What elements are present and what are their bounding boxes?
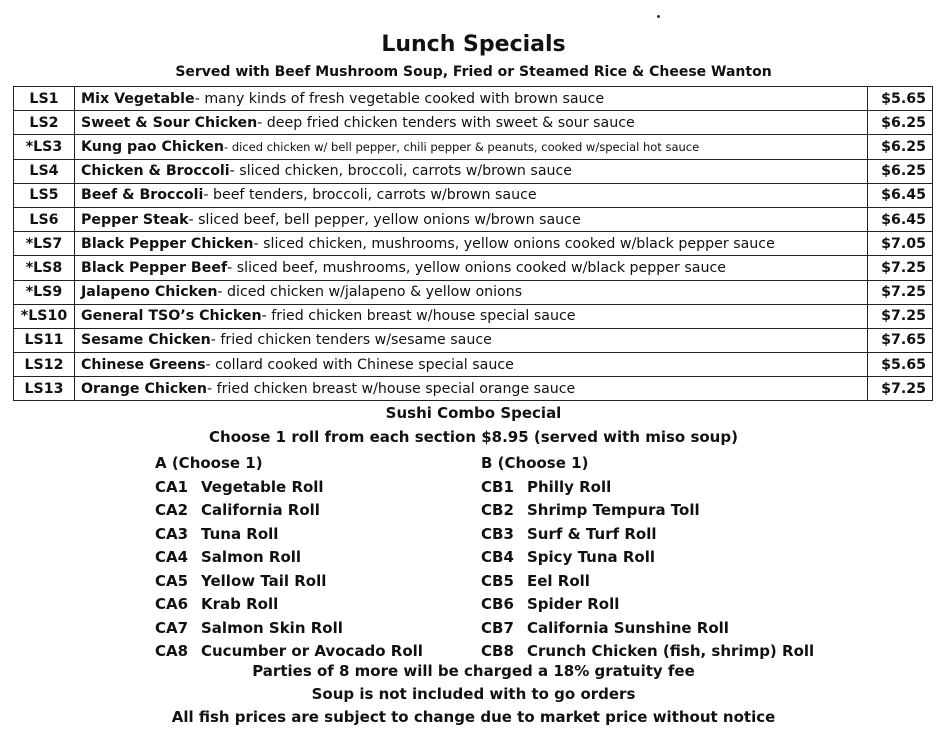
sushi-roll-item	[155, 500, 423, 524]
section-a-heading: A (Choose 1)	[155, 454, 263, 472]
roll-name: California Roll	[201, 501, 320, 519]
item-description-cell	[75, 304, 868, 328]
item-name: Black Pepper Chicken	[81, 235, 254, 252]
item-name: Mix Vegetable	[81, 90, 195, 107]
item-description: - sliced chicken, mushrooms, yellow onions cooked w/black pepper sauce	[253, 235, 775, 252]
sushi-roll-item	[481, 500, 814, 524]
item-description: - sliced beef, mushrooms, yellow onions cooked w/black pepper sauce	[227, 259, 726, 276]
gratuity-note: Parties of 8 more will be charged a 18% gratuity fee	[252, 662, 695, 680]
menu-row	[14, 377, 933, 401]
roll-code: CB7	[481, 618, 514, 637]
roll-name: Salmon Skin Roll	[201, 618, 343, 637]
roll-code: CA3	[155, 524, 189, 543]
menu-row	[14, 232, 933, 256]
sushi-roll-item	[155, 641, 423, 665]
menu-row	[14, 183, 933, 207]
item-description-cell	[75, 111, 868, 135]
item-code: *LS3	[14, 135, 75, 159]
item-code: LS12	[14, 353, 75, 377]
section-b-heading: B (Choose 1)	[481, 454, 589, 472]
sushi-roll-item	[481, 594, 814, 618]
item-description: - fried chicken breast w/house special orange sauce	[207, 380, 576, 397]
roll-code: CA8	[155, 642, 189, 660]
item-price: $7.05	[868, 232, 933, 256]
item-price: $6.45	[868, 207, 933, 231]
item-code: LS2	[14, 111, 75, 135]
roll-code: CB4	[481, 548, 514, 566]
item-description-cell	[75, 256, 868, 280]
item-name: General TSO’s Chicken	[81, 308, 262, 325]
sushi-roll-item	[481, 618, 814, 642]
item-description: - sliced chicken, broccoli, carrots w/brown sauce	[229, 163, 573, 180]
item-description: - beef tenders, broccoli, carrots w/brown sauce	[203, 187, 537, 204]
sushi-roll-item	[481, 524, 814, 548]
sushi-roll-item	[155, 618, 423, 642]
item-description: - diced chicken w/jalapeno & yellow onions	[217, 284, 523, 301]
item-code: LS4	[14, 159, 75, 183]
sushi-instructions: Choose 1 roll from each section $8.95 (served with miso soup)	[209, 428, 738, 446]
item-description-cell	[75, 280, 868, 304]
roll-name: Krab Roll	[201, 595, 279, 613]
item-description: - fried chicken breast w/house special sauce	[261, 308, 576, 325]
item-name: Chicken & Broccoli	[81, 163, 230, 180]
item-name: Beef & Broccoli	[81, 187, 204, 204]
item-name: Orange Chicken	[81, 380, 208, 397]
item-name: Black Pepper Beef	[81, 259, 228, 276]
sushi-section-a	[155, 453, 423, 665]
roll-name: Salmon Roll	[201, 548, 302, 566]
item-code: LS5	[14, 183, 75, 207]
sushi-roll-item	[155, 547, 423, 571]
sushi-roll-item	[155, 524, 423, 548]
item-price: $7.25	[868, 304, 933, 328]
item-code: LS6	[14, 207, 75, 231]
item-description-cell	[75, 183, 868, 207]
roll-name: Yellow Tail Roll	[201, 571, 327, 590]
roll-name: Cucumber or Avocado Roll	[201, 642, 423, 660]
menu-row	[14, 207, 933, 231]
sushi-title: Sushi Combo Special	[385, 404, 562, 422]
item-description-cell	[75, 87, 868, 111]
fish-price-note: All fish prices are subject to change due to market price without notice	[171, 708, 776, 726]
item-price: $5.65	[868, 87, 933, 111]
roll-code: CA1	[155, 477, 189, 496]
roll-code: CB2	[481, 501, 514, 519]
page-subtitle: Served with Beef Mushroom Soup, Fried or Steamed Rice & Cheese Wanton	[175, 64, 772, 80]
item-price: $6.25	[868, 159, 933, 183]
item-description: - diced chicken w/ bell pepper, chili pepper & peanuts, cooked w/special hot sauce	[224, 139, 700, 154]
item-description-cell	[75, 207, 868, 231]
item-price: $5.65	[868, 353, 933, 377]
menu-row	[14, 304, 933, 328]
roll-name: Crunch Chicken (fish, shrimp) Roll	[527, 642, 815, 660]
roll-code: CB3	[481, 524, 514, 543]
item-code: *LS8	[14, 256, 75, 280]
sushi-roll-item	[481, 641, 814, 665]
menu-row	[14, 135, 933, 159]
roll-code: CA5	[155, 571, 189, 590]
menu-row	[14, 328, 933, 352]
sushi-section-b	[481, 453, 814, 665]
item-description-cell	[75, 159, 868, 183]
item-name: Pepper Steak	[81, 211, 189, 228]
roll-name: California Sunshine Roll	[527, 618, 729, 637]
item-description: - fried chicken tenders w/sesame sauce	[210, 332, 492, 349]
lunch-specials-table	[13, 86, 933, 401]
roll-code: CB8	[481, 642, 514, 660]
roll-code: CB6	[481, 595, 514, 613]
roll-name: Spider Roll	[527, 595, 620, 613]
item-price: $6.45	[868, 183, 933, 207]
roll-code: CA7	[155, 618, 189, 637]
item-description-cell	[75, 135, 868, 159]
item-price: $6.25	[868, 111, 933, 135]
menu-row	[14, 111, 933, 135]
item-description-cell	[75, 328, 868, 352]
page-title: Lunch Specials	[381, 32, 566, 57]
roll-code: CA2	[155, 501, 189, 519]
roll-code: CB1	[481, 477, 514, 496]
item-price: $7.65	[868, 328, 933, 352]
sushi-roll-item	[481, 477, 814, 501]
roll-code: CA6	[155, 595, 189, 613]
menu-row	[14, 256, 933, 280]
item-code: LS1	[14, 87, 75, 111]
roll-code: CA4	[155, 548, 189, 566]
item-description: - sliced beef, bell pepper, yellow onions w/brown sauce	[188, 211, 581, 228]
sushi-roll-item	[481, 547, 814, 571]
menu-row	[14, 353, 933, 377]
item-price: $7.25	[868, 377, 933, 401]
item-description-cell	[75, 353, 868, 377]
item-code: LS13	[14, 377, 75, 401]
item-description: - collard cooked with Chinese special sauce	[205, 356, 514, 373]
item-price: $6.25	[868, 135, 933, 159]
sushi-roll-item	[155, 594, 423, 618]
item-code: LS11	[14, 328, 75, 352]
item-description: - deep fried chicken tenders with sweet & sour sauce	[257, 114, 635, 131]
roll-name: Philly Roll	[527, 477, 612, 496]
roll-name: Shrimp Tempura Toll	[527, 501, 700, 519]
roll-code: CB5	[481, 571, 514, 590]
item-description: - many kinds of fresh vegetable cooked with brown sauce	[194, 90, 605, 107]
item-description-cell	[75, 232, 868, 256]
item-name: Sesame Chicken	[81, 332, 211, 349]
speck-mark	[657, 15, 660, 18]
roll-name: Spicy Tuna Roll	[527, 548, 655, 566]
item-price: $7.25	[868, 280, 933, 304]
roll-name: Vegetable Roll	[201, 477, 324, 496]
item-name: Sweet & Sour Chicken	[81, 114, 258, 131]
soup-note: Soup is not included with to go orders	[311, 685, 636, 703]
item-description-cell	[75, 377, 868, 401]
sushi-roll-item	[481, 571, 814, 595]
item-code: *LS9	[14, 280, 75, 304]
sushi-roll-item	[155, 477, 423, 501]
roll-name: Tuna Roll	[201, 524, 279, 543]
item-code: *LS10	[14, 304, 75, 328]
menu-row	[14, 87, 933, 111]
roll-name: Surf & Turf Roll	[527, 524, 657, 543]
item-code: *LS7	[14, 232, 75, 256]
menu-row	[14, 159, 933, 183]
item-name: Jalapeno Chicken	[81, 284, 218, 301]
item-name: Chinese Greens	[81, 356, 206, 373]
roll-name: Eel Roll	[527, 571, 590, 590]
item-price: $7.25	[868, 256, 933, 280]
item-name: Kung pao Chicken	[81, 138, 225, 155]
menu-row	[14, 280, 933, 304]
sushi-roll-item	[155, 571, 423, 595]
